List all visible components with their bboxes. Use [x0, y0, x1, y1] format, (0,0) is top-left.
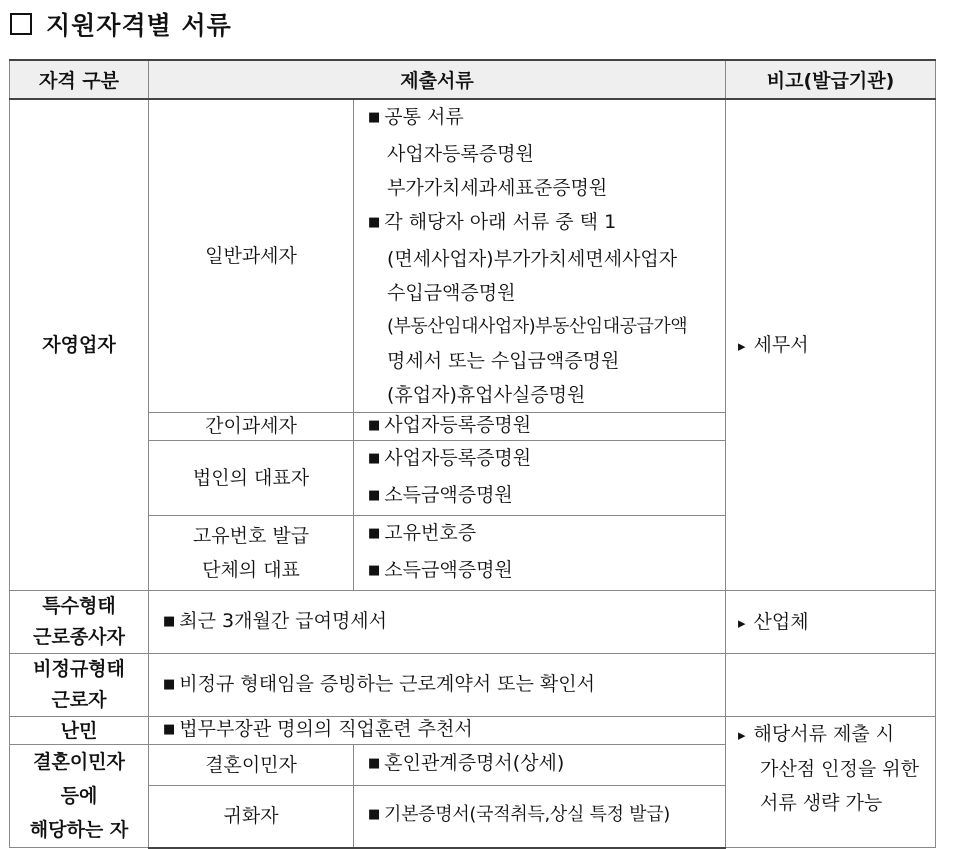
header-qualification: 자격 구분: [10, 60, 149, 99]
general-taxpayer-docs: [354, 99, 726, 413]
table-header-row: [10, 60, 936, 99]
page-title: [10, 6, 232, 42]
label-line: 비정규형태: [33, 658, 125, 680]
label-line: 근로종사자: [33, 626, 125, 648]
qualification-documents-table: [9, 59, 936, 849]
label-line: 단체의 대표: [202, 559, 300, 581]
remark-line: ▸ 해당서류 제출 시: [738, 717, 935, 752]
special-worker-remark: [726, 591, 936, 654]
doc-line: 사업자등록증명원: [387, 143, 534, 165]
label-line: 결혼이민자: [33, 751, 125, 773]
doc-line: ■ 법무부장관 명의의 직업훈련 추천서: [163, 718, 473, 740]
doc-line: ■ 기본증명서(국적취득,상실 특정 발급): [368, 804, 670, 825]
doc-line: ■ 최근 3개월간 급여명세서: [163, 610, 387, 632]
page-title-text: 지원자격별 서류: [46, 11, 232, 40]
table-row: [10, 717, 936, 745]
remark-line: 가산점 인정을 위한: [760, 758, 919, 780]
doc-line: ■ 소득금액증명원: [368, 478, 725, 515]
label-line: 등에: [60, 785, 98, 807]
table-row: [10, 654, 936, 717]
doc-line: (휴업자)휴업사실증명원: [387, 384, 586, 406]
table-row: [10, 591, 936, 654]
naturalized-doc: [354, 785, 726, 847]
doc-line: ■ 혼인관계증명서(상세): [368, 752, 564, 774]
irregular-worker-remark: [726, 654, 936, 717]
doc-line: 수입금액증명원: [387, 282, 516, 304]
special-worker-label: [10, 591, 149, 654]
doc-line: ■ 고유번호증: [368, 516, 725, 553]
unique-number-org-docs: [354, 516, 726, 591]
bottom-remark: [726, 717, 936, 848]
label-line: 근로자: [51, 689, 107, 711]
marriage-immigrant-doc: [354, 745, 726, 786]
doc-line: ■ 사업자등록증명원: [368, 441, 725, 478]
irregular-worker-doc: [149, 654, 726, 717]
naturalized-label: 귀화자: [149, 785, 354, 847]
doc-line: ■ 각 해당자 아래 서류 중 택 1: [368, 205, 725, 242]
irregular-worker-label: [10, 654, 149, 717]
remark-line: 서류 생략 가능: [760, 792, 883, 814]
corporate-rep-docs: [354, 441, 726, 516]
doc-line: 명세서 또는 수입금액증명원: [387, 350, 620, 372]
remark-text: ▸ 세무서: [738, 334, 809, 356]
label-line: 해당하는 자: [29, 819, 129, 841]
label-line: 특수형태: [42, 595, 116, 617]
header-documents: 제출서류: [149, 60, 726, 99]
unique-number-org-label: [149, 516, 354, 591]
simple-taxpayer-label: 간이과세자: [149, 413, 354, 441]
refugee-doc: [149, 717, 726, 745]
doc-line: 부가가치세과세표준증명원: [387, 177, 608, 199]
doc-line: ■ 공통 서류: [368, 100, 725, 137]
marriage-immigrant-group-label: [10, 745, 149, 848]
doc-line: (부동산임대사업자)부동산임대공급가액: [387, 316, 688, 337]
doc-line: ■ 소득금액증명원: [368, 553, 725, 590]
simple-taxpayer-docs: [354, 413, 726, 441]
refugee-label: 난민: [10, 717, 149, 745]
self-employed-remark: [726, 99, 936, 591]
header-remarks: 비고(발급기관): [726, 60, 936, 99]
self-employed-label: 자영업자: [10, 99, 149, 591]
special-worker-doc: [149, 591, 726, 654]
doc-line: ■ 비정규 형태임을 증빙하는 근로계약서 또는 확인서: [163, 673, 595, 695]
checkbox-square-icon: [10, 13, 32, 35]
label-line: 고유번호 발급: [192, 525, 310, 547]
general-taxpayer-label: 일반과세자: [149, 99, 354, 413]
marriage-immigrant-label: 결혼이민자: [149, 745, 354, 786]
doc-line: (면세사업자)부가가치세면세사업자: [387, 248, 678, 270]
doc-line: ■ 사업자등록증명원: [368, 413, 725, 440]
remark-text: ▸ 산업체: [738, 611, 809, 633]
table-row: [10, 99, 936, 413]
corporate-rep-label: 법인의 대표자: [149, 441, 354, 516]
